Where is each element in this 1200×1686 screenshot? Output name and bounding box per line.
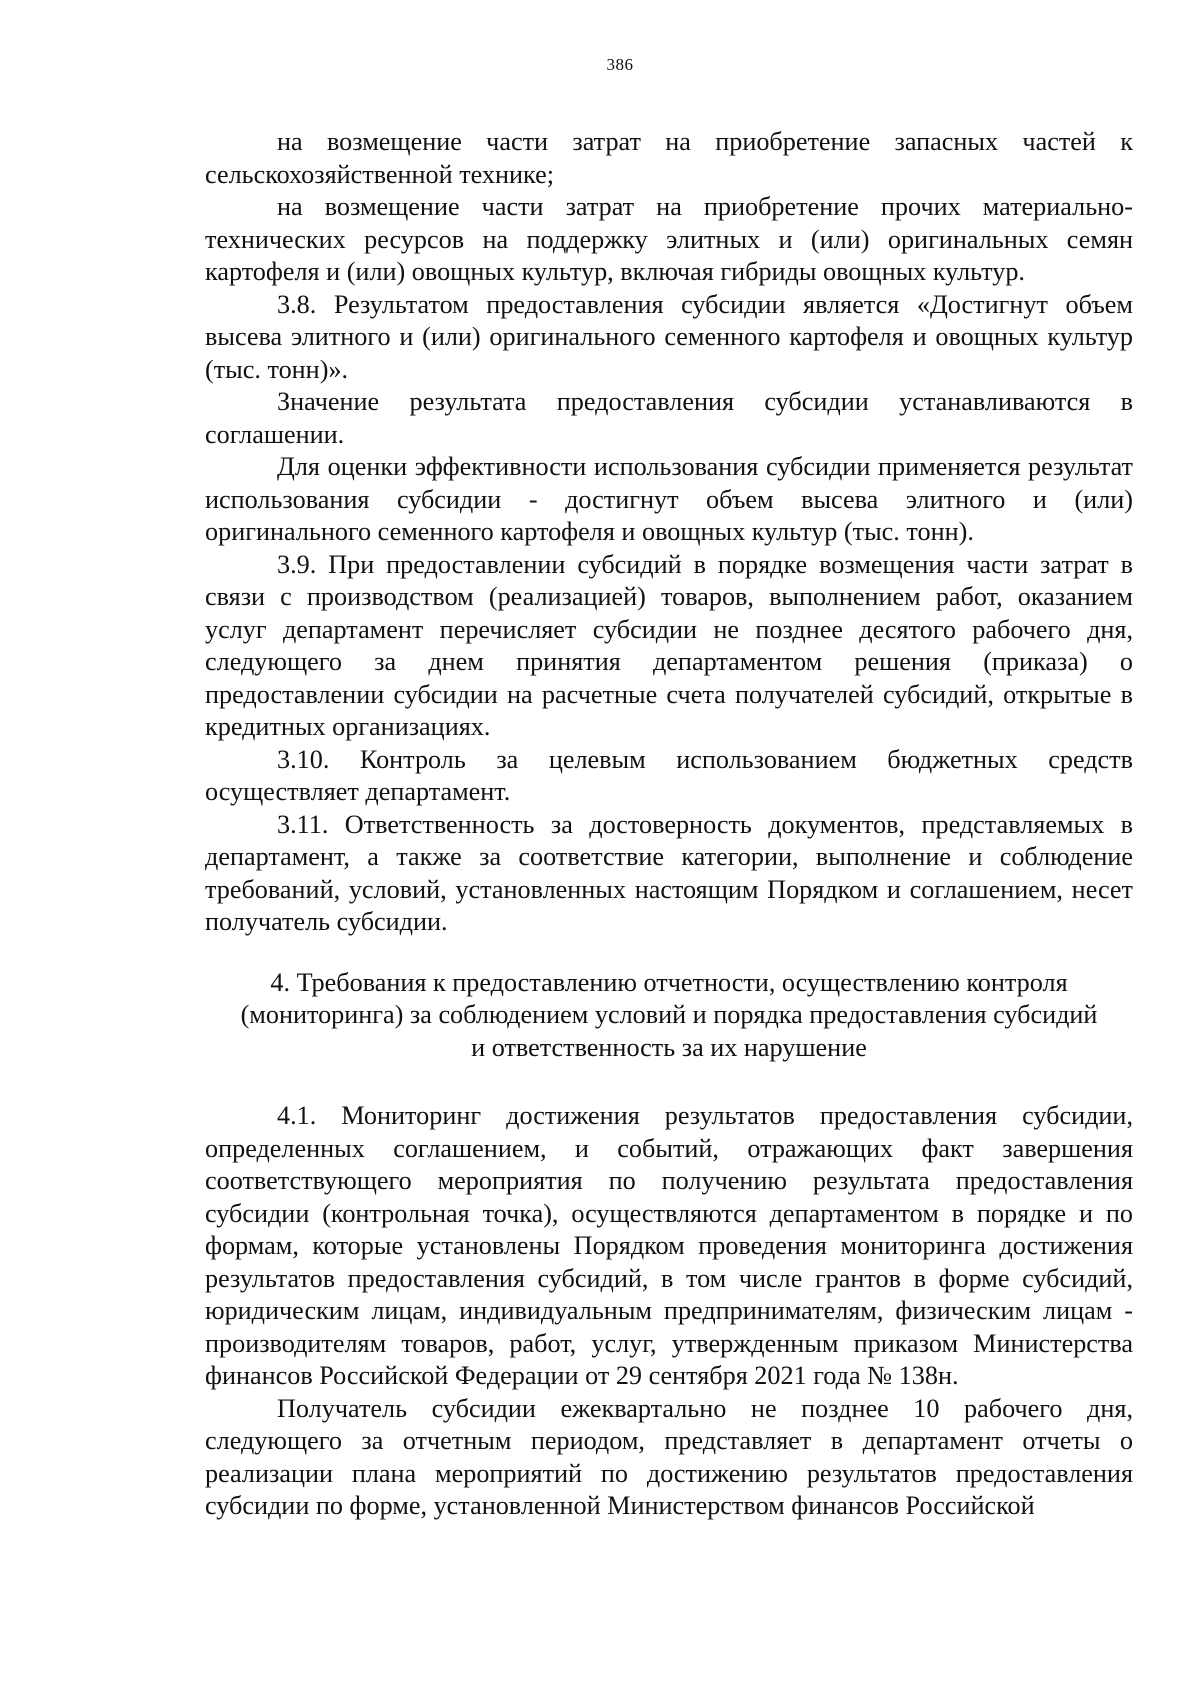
section-heading-line: 4. Требования к предоставлению отчетности, осуществлению контроля <box>270 967 1068 997</box>
paragraph: Для оценки эффективности использования субсидии применяется результат использования субсидии - достигнут объем высева элитного и (или) оригинального семенного картофеля и овощных культур (тыс. тонн). <box>205 452 1133 546</box>
spacer <box>205 1064 1133 1100</box>
paragraph-3-9: 3.9. При предоставлении субсидий в порядке возмещения части затрат в связи с производством (реализацией) товаров, выполнением работ, оказанием услуг департамент перечисляет субсидии не позднее десятого рабочего дня, следующего за днем принятия департаментом решения (приказа) о предоставлении субсидии на расчетные счета получателей субсидий, открытые в кредитных организациях. <box>205 549 1133 741</box>
section-heading <box>205 967 1133 1065</box>
paragraph: на возмещение части затрат на приобретение прочих материально-технических ресурсов на поддержку элитных и (или) оригинальных семян картофеля и (или) овощных культур, включая гибриды овощных культур. <box>205 192 1133 286</box>
paragraph-3-8: 3.8. Результатом предоставления субсидии является «Достигнут объем высева элитного и (или) оригинального семенного картофеля и овощных культур (тыс. тонн)». <box>205 289 1133 384</box>
paragraph-3-10: 3.10. Контроль за целевым использованием бюджетных средств осуществляет департамент. <box>205 744 1133 806</box>
paragraph-3-11: 3.11. Ответственность за достоверность документов, представляемых в департамент, а также за соответствие категории, выполнение и соблюдение требований, условий, установленных настоящим Порядком и соглашением, несет получатель субсидии. <box>205 809 1133 936</box>
document-body <box>205 126 1133 1523</box>
section-heading-line: (мониторинга) за соблюдением условий и порядка предоставления субсидий <box>240 1000 1098 1029</box>
page-number: 386 <box>606 55 634 74</box>
paragraph: Получатель субсидии ежеквартально не позднее 10 рабочего дня, следующего за отчетным периодом, представляет в департамент отчеты о реализации плана мероприятий по достижению результатов предоставления субсидии по форме, установленной Министерством финансов Российской <box>205 1393 1133 1520</box>
paragraph-4-1: 4.1. Мониторинг достижения результатов предоставления субсидии, определенных соглашением, и событий, отражающих факт завершения соответствующего мероприятия по получению результата предоставления субсидии (контрольная точка), осуществляются департаментом в порядке и по формам, которые установлены Порядком проведения мониторинга достижения результатов предоставления субсидий, в том числе грантов в форме субсидий, юридическим лицам, индивидуальным предпринимателям, физическим лицам - производителям товаров, работ, услуг, утвержденным приказом Министерства финансов Российской Федерации от 29 сентября 2021 года № 138н. <box>205 1101 1133 1390</box>
section-heading-line: и ответственность за их нарушение <box>471 1032 867 1062</box>
paragraph: Значение результата предоставления субсидии устанавливаются в соглашении. <box>205 387 1133 449</box>
paragraph: на возмещение части затрат на приобретение запасных частей к сельскохозяйственной технике; <box>205 127 1133 189</box>
